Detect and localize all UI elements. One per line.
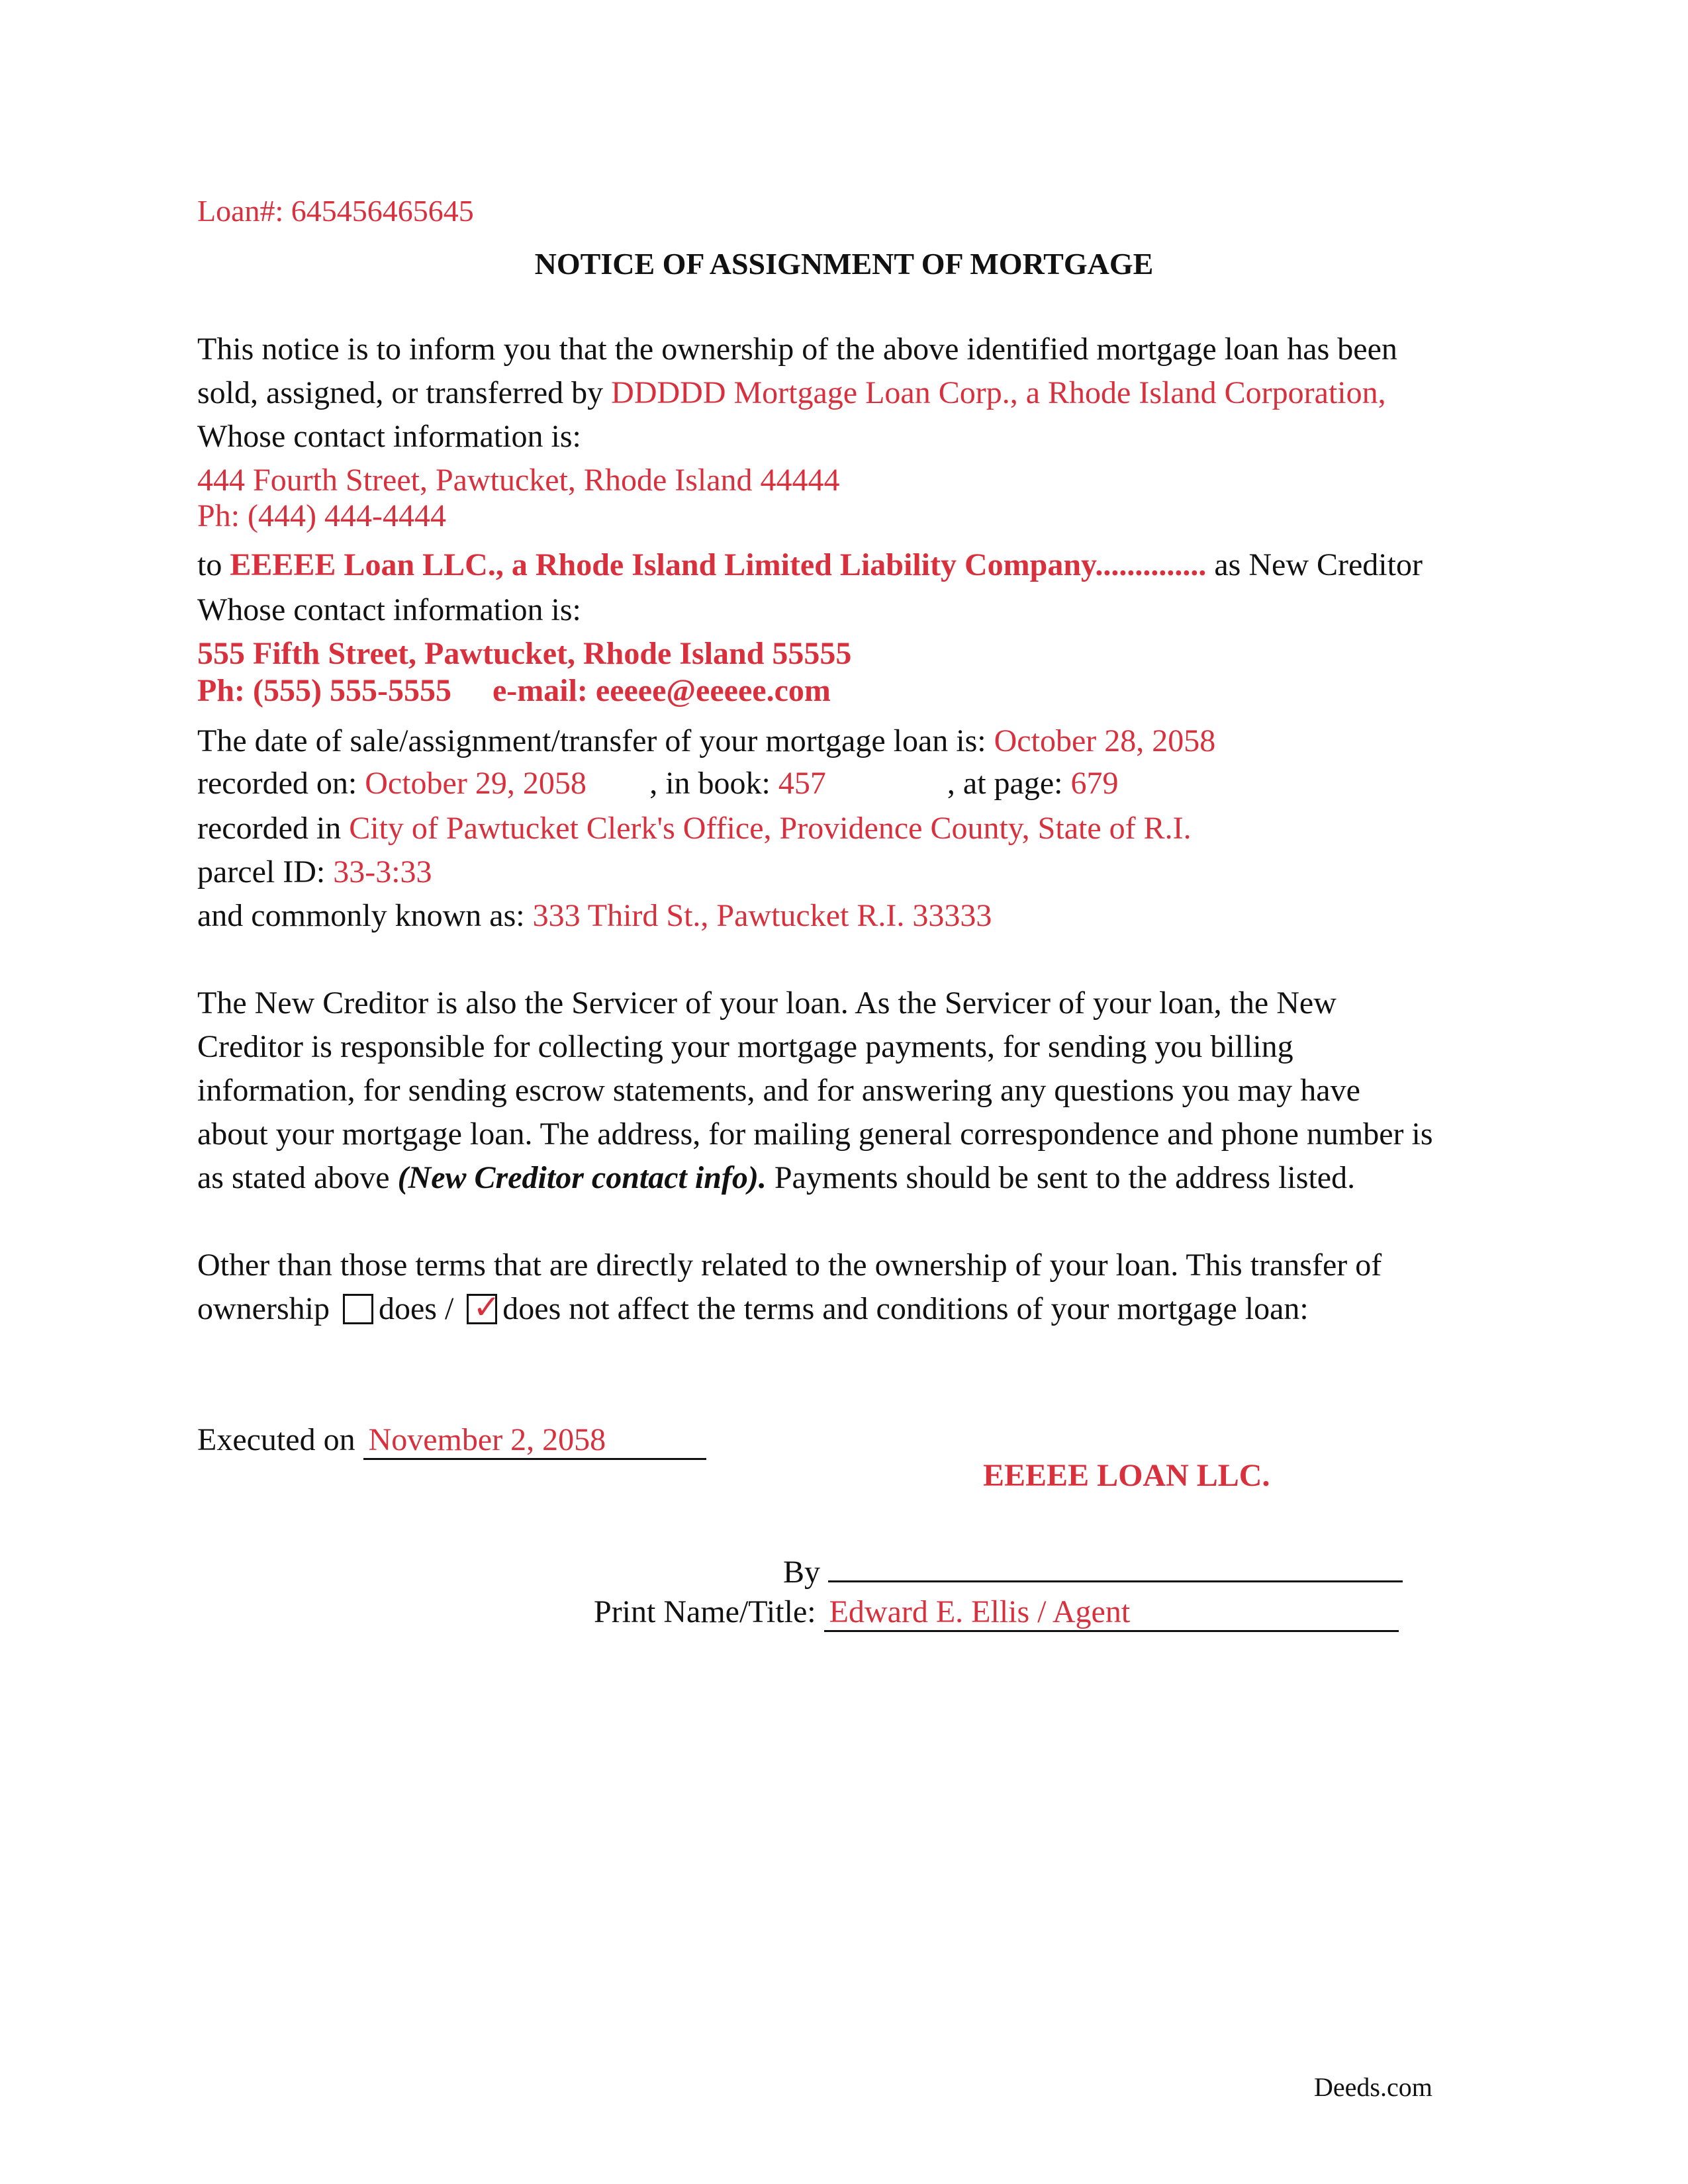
stated-above-label: as stated above [197, 1160, 398, 1195]
transfer-date-label: The date of sale/assignment/transfer of your mortgage loan is: [197, 723, 994, 758]
does-not-label: does not affect the terms and conditions of your mortgage loan: [502, 1291, 1309, 1326]
recorded-in-label: recorded in [197, 811, 350, 846]
known-as-line [197, 897, 992, 934]
creditor-contact-label: Whose contact information is: [197, 592, 581, 627]
does-label: does / [378, 1291, 454, 1326]
loan-label: Loan#: [197, 194, 291, 228]
servicer-line-1: The New Creditor is also the Servicer of your loan. As the Servicer of your loan, the New [197, 985, 1336, 1021]
print-name-label: Print Name/Title: [594, 1594, 824, 1629]
creditor-address: 555 Fifth Street, Pawtucket, Rhode Island 55555 [197, 636, 852, 671]
recorded-on-line [197, 765, 1118, 801]
to-label: to [197, 547, 230, 582]
creditor-contact-line [197, 672, 831, 709]
by-label: By [783, 1555, 821, 1590]
signing-company: EEEEE LOAN LLC. [983, 1458, 1270, 1493]
does-not-checkbox[interactable] [467, 1288, 501, 1326]
executed-date-field[interactable]: November 2, 2058 [363, 1422, 706, 1460]
executed-on-line [197, 1422, 706, 1460]
executed-on-label: Executed on [197, 1422, 363, 1457]
notice-line-2 [197, 375, 1386, 411]
book-value: 457 [778, 766, 826, 801]
servicer-line-4: about your mortgage loan. The address, for mailing general correspondence and phone number is [197, 1116, 1433, 1152]
servicer-line-2: Creditor is responsible for collecting your mortgage payments, for sending you billing [197, 1029, 1293, 1064]
payments-sentence: Payments should be sent to the address listed. [766, 1160, 1356, 1195]
terms-line-1: Other than those terms that are directly related to the ownership of your loan. This transfer of [197, 1248, 1382, 1283]
sold-by-label: sold, assigned, or transferred by [197, 375, 612, 410]
assignor-address: 444 Fourth Street, Pawtucket, Rhode Island 44444 [197, 463, 840, 498]
print-name-line [594, 1594, 1399, 1632]
parcel-line [197, 854, 432, 890]
recorded-on-value: October 29, 2058 [365, 766, 586, 801]
terms-line-2 [197, 1288, 1309, 1327]
known-as-value: 333 Third St., Pawtucket R.I. 33333 [532, 898, 992, 933]
page-label: , at page: [947, 766, 1071, 801]
page-value: 679 [1070, 766, 1119, 801]
creditor-phone: Ph: (555) 555-5555 [197, 673, 451, 708]
creditor-email: e-mail: eeeee@eeeee.com [492, 673, 831, 708]
recorded-on-label: recorded on: [197, 766, 365, 801]
by-line [783, 1551, 1403, 1590]
signature-field[interactable] [828, 1551, 1403, 1582]
transfer-date-line [197, 723, 1215, 759]
assignor-name: DDDDD Mortgage Loan Corp., a Rhode Island Corporation, [611, 375, 1386, 410]
parcel-value: 33-3:33 [333, 854, 432, 889]
print-name-field[interactable]: Edward E. Ellis / Agent [824, 1594, 1399, 1632]
known-as-label: and commonly known as: [197, 898, 533, 933]
recorded-in-value: City of Pawtucket Clerk's Office, Providence County, State of R.I. [349, 811, 1192, 846]
servicer-line-3: information, for sending escrow statements, and for answering any questions you may have [197, 1073, 1360, 1108]
document-title: NOTICE OF ASSIGNMENT OF MORTGAGE [534, 247, 1154, 281]
footer-brand: Deeds.com [1314, 2072, 1432, 2102]
new-creditor-name: EEEEE Loan LLC., a Rhode Island Limited Liability Company.............. [230, 547, 1207, 582]
recorded-in-line [197, 810, 1192, 846]
loan-number: 645456465645 [291, 194, 474, 228]
loan-number-line [197, 193, 474, 228]
transfer-date-value: October 28, 2058 [994, 723, 1216, 758]
book-label: , in book: [649, 766, 778, 801]
does-checkbox[interactable] [343, 1294, 373, 1324]
new-creditor-contact-emphasis: (New Creditor contact info). [397, 1160, 767, 1195]
servicer-line-5 [197, 1160, 1355, 1196]
assignor-contact-label: Whose contact information is: [197, 419, 581, 454]
notice-line-1: This notice is to inform you that the ownership of the above identified mortgage loan has been [197, 332, 1397, 367]
new-creditor-line [197, 547, 1423, 583]
checkmark-icon: ✓ [473, 1288, 501, 1326]
parcel-label: parcel ID: [197, 854, 334, 889]
ownership-label: ownership [197, 1291, 330, 1326]
assignor-phone: Ph: (444) 444-4444 [197, 498, 446, 533]
new-creditor-suffix: as New Creditor [1206, 547, 1423, 582]
